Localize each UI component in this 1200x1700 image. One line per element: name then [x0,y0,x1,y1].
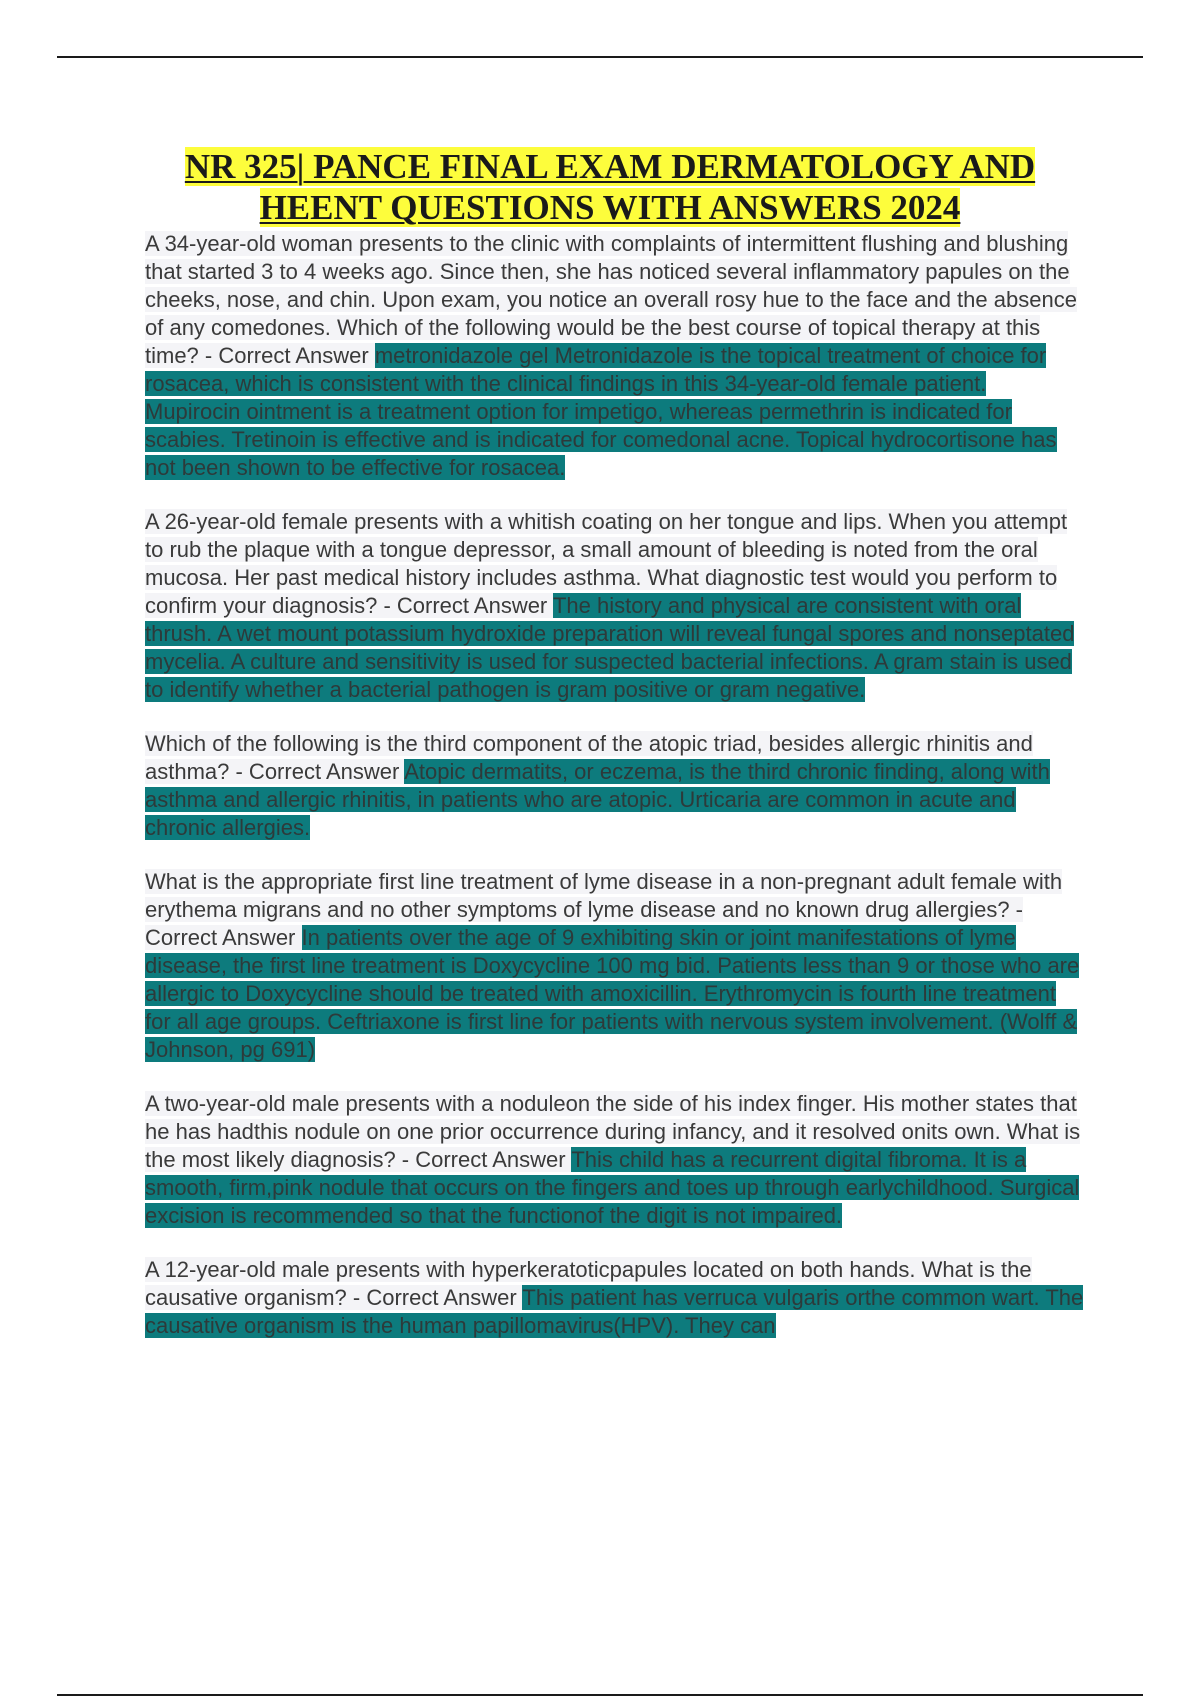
answer-text: metronidazole gel Metronidazole is the topical treatment of choice for rosacea, which is consistent with the clinical findings in this 34-year-old female patient. Mupirocin ointment is a treatment option for impetigo, whereas permethrin is indicated for scabies. Tretinoin is effective and is indicated for comedonal acne. Topical hydrocortisone has not been shown to be effective for rosacea. [145,343,1057,480]
document-title [140,146,1080,228]
answer-text: In patients over the age of 9 exhibiting skin or joint manifestations of lyme disease, the first line treatment is Doxycycline 100 mg bid. Patients less than 9 or those who are allergic to Doxycycline should be treated with amoxicillin. Erythromycin is fourth line treatment for all age groups. Ceftriaxone is first line for patients with nervous system involvement. (Wolff & Johnson, pg 691) [145,925,1080,1062]
qa-item [145,1090,1087,1230]
answer-text: This child has a recurrent digital fibroma. It is a smooth, firm,pink nodule that occurs on the fingers and toes up through earlychildhood. Surgical excision is recommended so that the functionof the digit is not impaired. [145,1147,1080,1228]
question-text: A 34-year-old woman presents to the clinic with complaints of intermittent flushing and blushing that started 3 to 4 weeks ago. Since then, she has noticed several inflammatory papules on the cheeks, nose, and chin. Upon exam, you notice an overall rosy hue to the face and the absence of any comedones. Which of the following would be the best course of topical therapy at this time? - Correct Answer [145,231,1077,368]
page-bottom-rule [57,1694,1143,1696]
question-text: A 26-year-old female presents with a whitish coating on her tongue and lips. When you attempt to rub the plaque with a tongue depressor, a small amount of bleeding is noted from the oral mucosa. Her past medical history includes asthma. What diagnostic test would you perform to confirm your diagnosis? - Correct Answer [145,509,1068,618]
question-text: What is the appropriate first line treatment of lyme disease in a non-pregnant adult female with erythema migrans and no other symptoms of lyme disease and no known drug allergies? - Correct Answer [145,869,1063,950]
question-text: A two-year-old male presents with a noduleon the side of his index finger. His mother states that he has hadthis nodule on one prior occurrence during infancy, and it resolved onits own. What is the most likely diagnosis? - Correct Answer [145,1091,1081,1172]
document-title-text: NR 325| PANCE FINAL EXAM DERMATOLOGY AND HEENT QUESTIONS WITH ANSWERS 2024 [184,147,1036,227]
answer-text: The history and physical are consistent with oral thrush. A wet mount potassium hydroxide preparation will reveal fungal spores and nonseptated mycelia. A culture and sensitivity is used for suspected bacterial infections. A gram stain is used to identify whether a bacterial pathogen is gram positive or gram negative. [145,593,1075,702]
qa-item [145,868,1087,1064]
qa-item [145,508,1087,704]
qa-item [145,230,1087,482]
qa-item [145,1256,1087,1340]
qa-item [145,730,1087,842]
answer-text: Atopic dermatits, or eczema, is the third chronic finding, along with asthma and allergic rhinitis, in patients who are atopic. Urticaria are common in acute and chronic allergies. [145,759,1050,840]
document-body [145,230,1087,1340]
question-text: A 12-year-old male presents with hyperkeratoticpapules located on both hands. What is the causative organism? - Correct Answer [145,1257,1032,1310]
answer-text: This patient has verruca vulgaris orthe common wart. The causative organism is the human papillomavirus(HPV). They can [145,1285,1084,1338]
question-text: Which of the following is the third component of the atopic triad, besides allergic rhinitis and asthma? - Correct Answer [145,731,1033,784]
page-top-rule [57,56,1143,58]
